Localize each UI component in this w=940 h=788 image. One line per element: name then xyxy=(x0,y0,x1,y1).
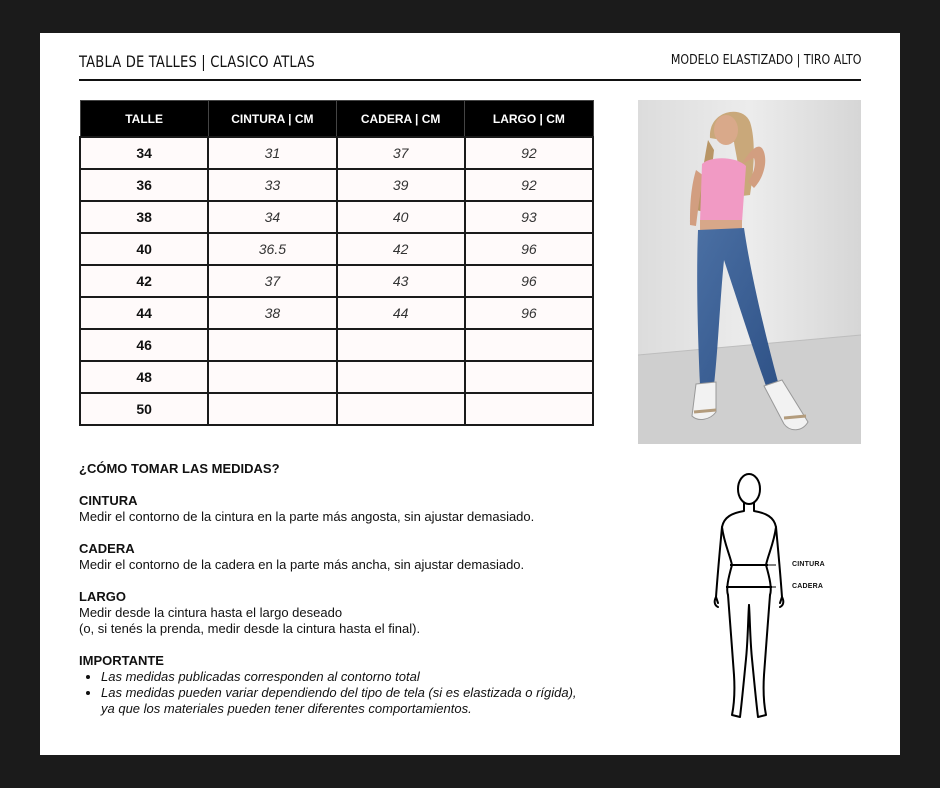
note-text-line1: Las medidas pueden variar dependiendo del tipo de tela (si es elastizada o rígida), xyxy=(101,685,577,700)
table-row xyxy=(80,137,593,169)
cintura-cell xyxy=(208,393,336,425)
column-header-cadera: CADERA | CM xyxy=(337,101,465,138)
cadera-text: Medir el contorno de la cadera en la parte más ancha, sin ajustar demasiado. xyxy=(79,557,525,572)
measurement-guide xyxy=(79,461,619,717)
largo-cell xyxy=(465,329,593,361)
table-row xyxy=(80,393,593,425)
cadera-cell xyxy=(337,329,465,361)
cadera-cell: 39 xyxy=(337,169,465,201)
talle-cell: 48 xyxy=(80,361,208,393)
table-row xyxy=(80,329,593,361)
guide-heading: ¿CÓMO TOMAR LAS MEDIDAS? xyxy=(79,461,280,476)
cadera-cell: 37 xyxy=(337,137,465,169)
table-row xyxy=(80,169,593,201)
cintura-cell xyxy=(208,329,336,361)
cadera-title: CADERA xyxy=(79,541,135,556)
cintura-text: Medir el contorno de la cintura en la parte más angosta, sin ajustar demasiado. xyxy=(79,509,535,524)
column-header-largo: LARGO | CM xyxy=(465,101,593,138)
cintura-figure-label: CINTURA xyxy=(792,561,825,568)
cintura-title: CINTURA xyxy=(79,493,138,508)
cintura-cell: 33 xyxy=(208,169,336,201)
cintura-cell xyxy=(208,361,336,393)
page-title: TABLA DE TALLES | CLASICO ATLAS xyxy=(79,52,315,71)
table-header-row xyxy=(80,101,593,138)
talle-cell: 38 xyxy=(80,201,208,233)
talle-cell: 46 xyxy=(80,329,208,361)
model-photo xyxy=(638,100,861,444)
body-outline-figure xyxy=(710,469,830,721)
largo-section xyxy=(79,589,619,637)
cadera-cell: 43 xyxy=(337,265,465,297)
cadera-cell xyxy=(337,361,465,393)
note-item xyxy=(101,685,619,717)
cintura-cell: 36.5 xyxy=(208,233,336,265)
cintura-cell: 34 xyxy=(208,201,336,233)
largo-cell: 96 xyxy=(465,265,593,297)
largo-text-line2: (o, si tenés la prenda, medir desde la cintura hasta el final). xyxy=(79,621,421,636)
largo-cell xyxy=(465,361,593,393)
largo-cell: 92 xyxy=(465,137,593,169)
table-row xyxy=(80,361,593,393)
importante-title: IMPORTANTE xyxy=(79,653,164,668)
column-header-talle: TALLE xyxy=(80,101,208,138)
header-divider xyxy=(79,79,861,81)
size-table xyxy=(79,100,594,426)
talle-cell: 36 xyxy=(80,169,208,201)
talle-cell: 40 xyxy=(80,233,208,265)
size-chart-sheet xyxy=(40,33,900,755)
cintura-section xyxy=(79,493,619,525)
talle-cell: 44 xyxy=(80,297,208,329)
column-header-cintura: CINTURA | CM xyxy=(208,101,336,138)
importante-section xyxy=(79,653,619,717)
largo-title: LARGO xyxy=(79,589,126,604)
table-row xyxy=(80,297,593,329)
talle-cell: 50 xyxy=(80,393,208,425)
largo-cell: 92 xyxy=(465,169,593,201)
cintura-cell: 38 xyxy=(208,297,336,329)
body-outline-icon xyxy=(710,469,790,721)
cadera-figure-label: CADERA xyxy=(792,583,824,590)
note-text-line2: ya que los materiales pueden tener diferentes comportamientos. xyxy=(101,701,472,716)
table-row xyxy=(80,265,593,297)
cadera-cell xyxy=(337,393,465,425)
cadera-cell: 42 xyxy=(337,233,465,265)
talle-cell: 34 xyxy=(80,137,208,169)
cadera-section xyxy=(79,541,619,573)
cadera-cell: 44 xyxy=(337,297,465,329)
table-row xyxy=(80,201,593,233)
notes-list xyxy=(79,669,619,717)
largo-cell xyxy=(465,393,593,425)
largo-text-line1: Medir desde la cintura hasta el largo deseado xyxy=(79,605,343,620)
talle-cell: 42 xyxy=(80,265,208,297)
largo-cell: 93 xyxy=(465,201,593,233)
largo-cell: 96 xyxy=(465,297,593,329)
cintura-cell: 37 xyxy=(208,265,336,297)
cadera-cell: 40 xyxy=(337,201,465,233)
table-row xyxy=(80,233,593,265)
page-subtitle: MODELO ELASTIZADO | TIRO ALTO xyxy=(670,52,861,68)
cintura-cell: 31 xyxy=(208,137,336,169)
largo-cell: 96 xyxy=(465,233,593,265)
note-item: • Las medidas publicadas corresponden al contorno total xyxy=(101,669,619,685)
